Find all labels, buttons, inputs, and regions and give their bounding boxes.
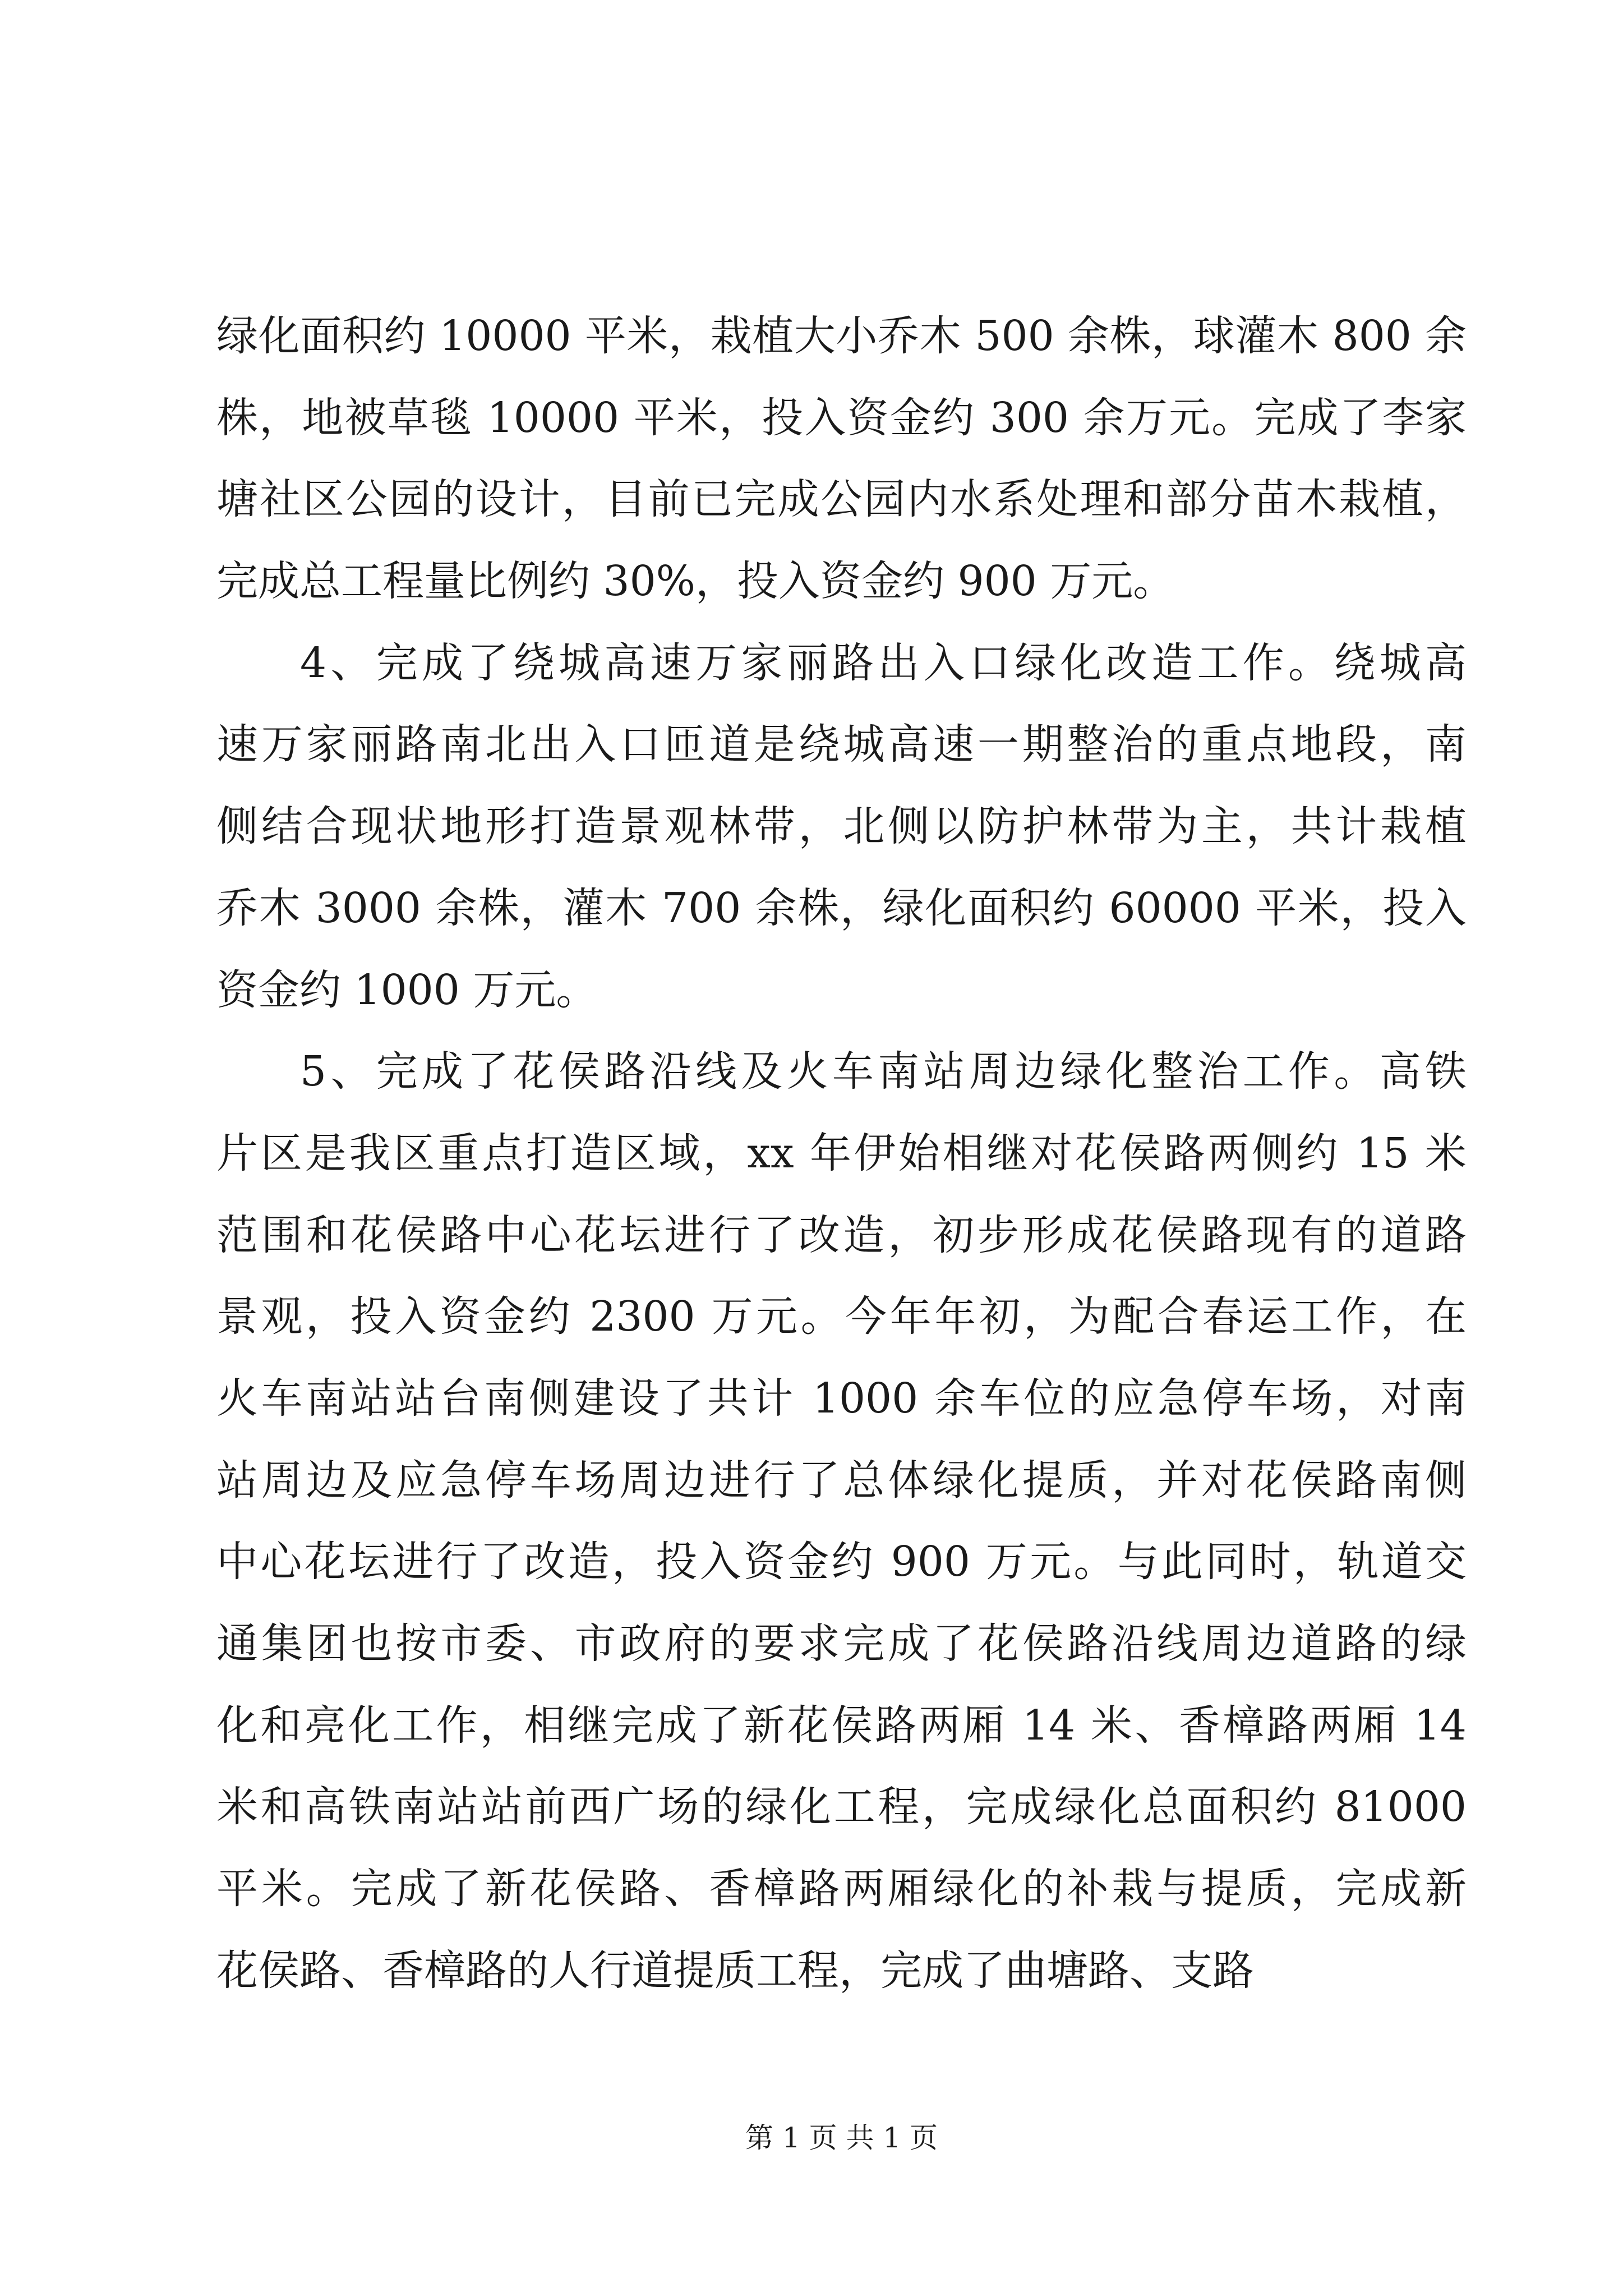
text-line: 化和亮化工作，相继完成了新花侯路两厢 14 米、香樟路两厢 14	[216, 1701, 1467, 1750]
text-line: 中心花坛进行了改造，投入资金约 900 万元。与此同时，轨道交	[216, 1538, 1467, 1586]
text-line: 站周边及应急停车场周边进行了总体绿化提质，并对花侯路南侧	[216, 1456, 1467, 1504]
text-line: 完成总工程量比例约 30%，投入资金约 900 万元。	[216, 557, 1175, 606]
page-footer: 第 1 页 共 1 页	[745, 2122, 938, 2154]
text-line: 乔木 3000 余株，灌木 700 余株，绿化面积约 60000 平米，投入	[216, 884, 1467, 932]
text-line: 塘社区公园的设计，目前已完成公园内水系处理和部分苗木栽植，	[216, 475, 1467, 524]
paragraph	[216, 623, 1467, 1031]
text-line: 花侯路、香樟路的人行道提质工程，完成了曲塘路、支路	[216, 1946, 1254, 1995]
text-line: 范围和花侯路中心花坛进行了改造，初步形成花侯路现有的道路	[216, 1211, 1467, 1259]
text-line: 火车南站站台南侧建设了共计 1000 余车位的应急停车场，对南	[216, 1374, 1467, 1423]
text-line: 通集团也按市委、市政府的要求完成了花侯路沿线周边道路的绿	[216, 1619, 1467, 1668]
paragraph	[216, 1031, 1467, 2012]
text-line: 5、完成了花侯路沿线及火车南站周边绿化整治工作。高铁	[300, 1047, 1467, 1096]
body-text	[216, 296, 1467, 2012]
text-line: 资金约 1000 万元。	[216, 965, 598, 1014]
text-line: 景观，投入资金约 2300 万元。今年年初，为配合春运工作，在	[216, 1292, 1467, 1341]
text-line: 绿化面积约 10000 平米，栽植大小乔木 500 余株，球灌木 800 余	[216, 312, 1467, 360]
paragraph	[216, 296, 1467, 623]
text-line: 侧结合现状地形打造景观林带，北侧以防护林带为主，共计栽植	[216, 802, 1467, 851]
text-line: 速万家丽路南北出入口匝道是绕城高速一期整治的重点地段，南	[216, 720, 1467, 769]
text-line: 平米。完成了新花侯路、香樟路两厢绿化的补栽与提质，完成新	[216, 1865, 1467, 1913]
text-line: 片区是我区重点打造区域，xx 年伊始相继对花侯路两侧约 15 米	[216, 1129, 1467, 1177]
text-line: 4、完成了绕城高速万家丽路出入口绿化改造工作。绕城高	[300, 638, 1467, 687]
text-line: 株，地被草毯 10000 平米，投入资金约 300 余万元。完成了李家	[216, 393, 1467, 442]
text-line: 米和高铁南站站前西广场的绿化工程，完成绿化总面积约 81000	[216, 1783, 1467, 1832]
